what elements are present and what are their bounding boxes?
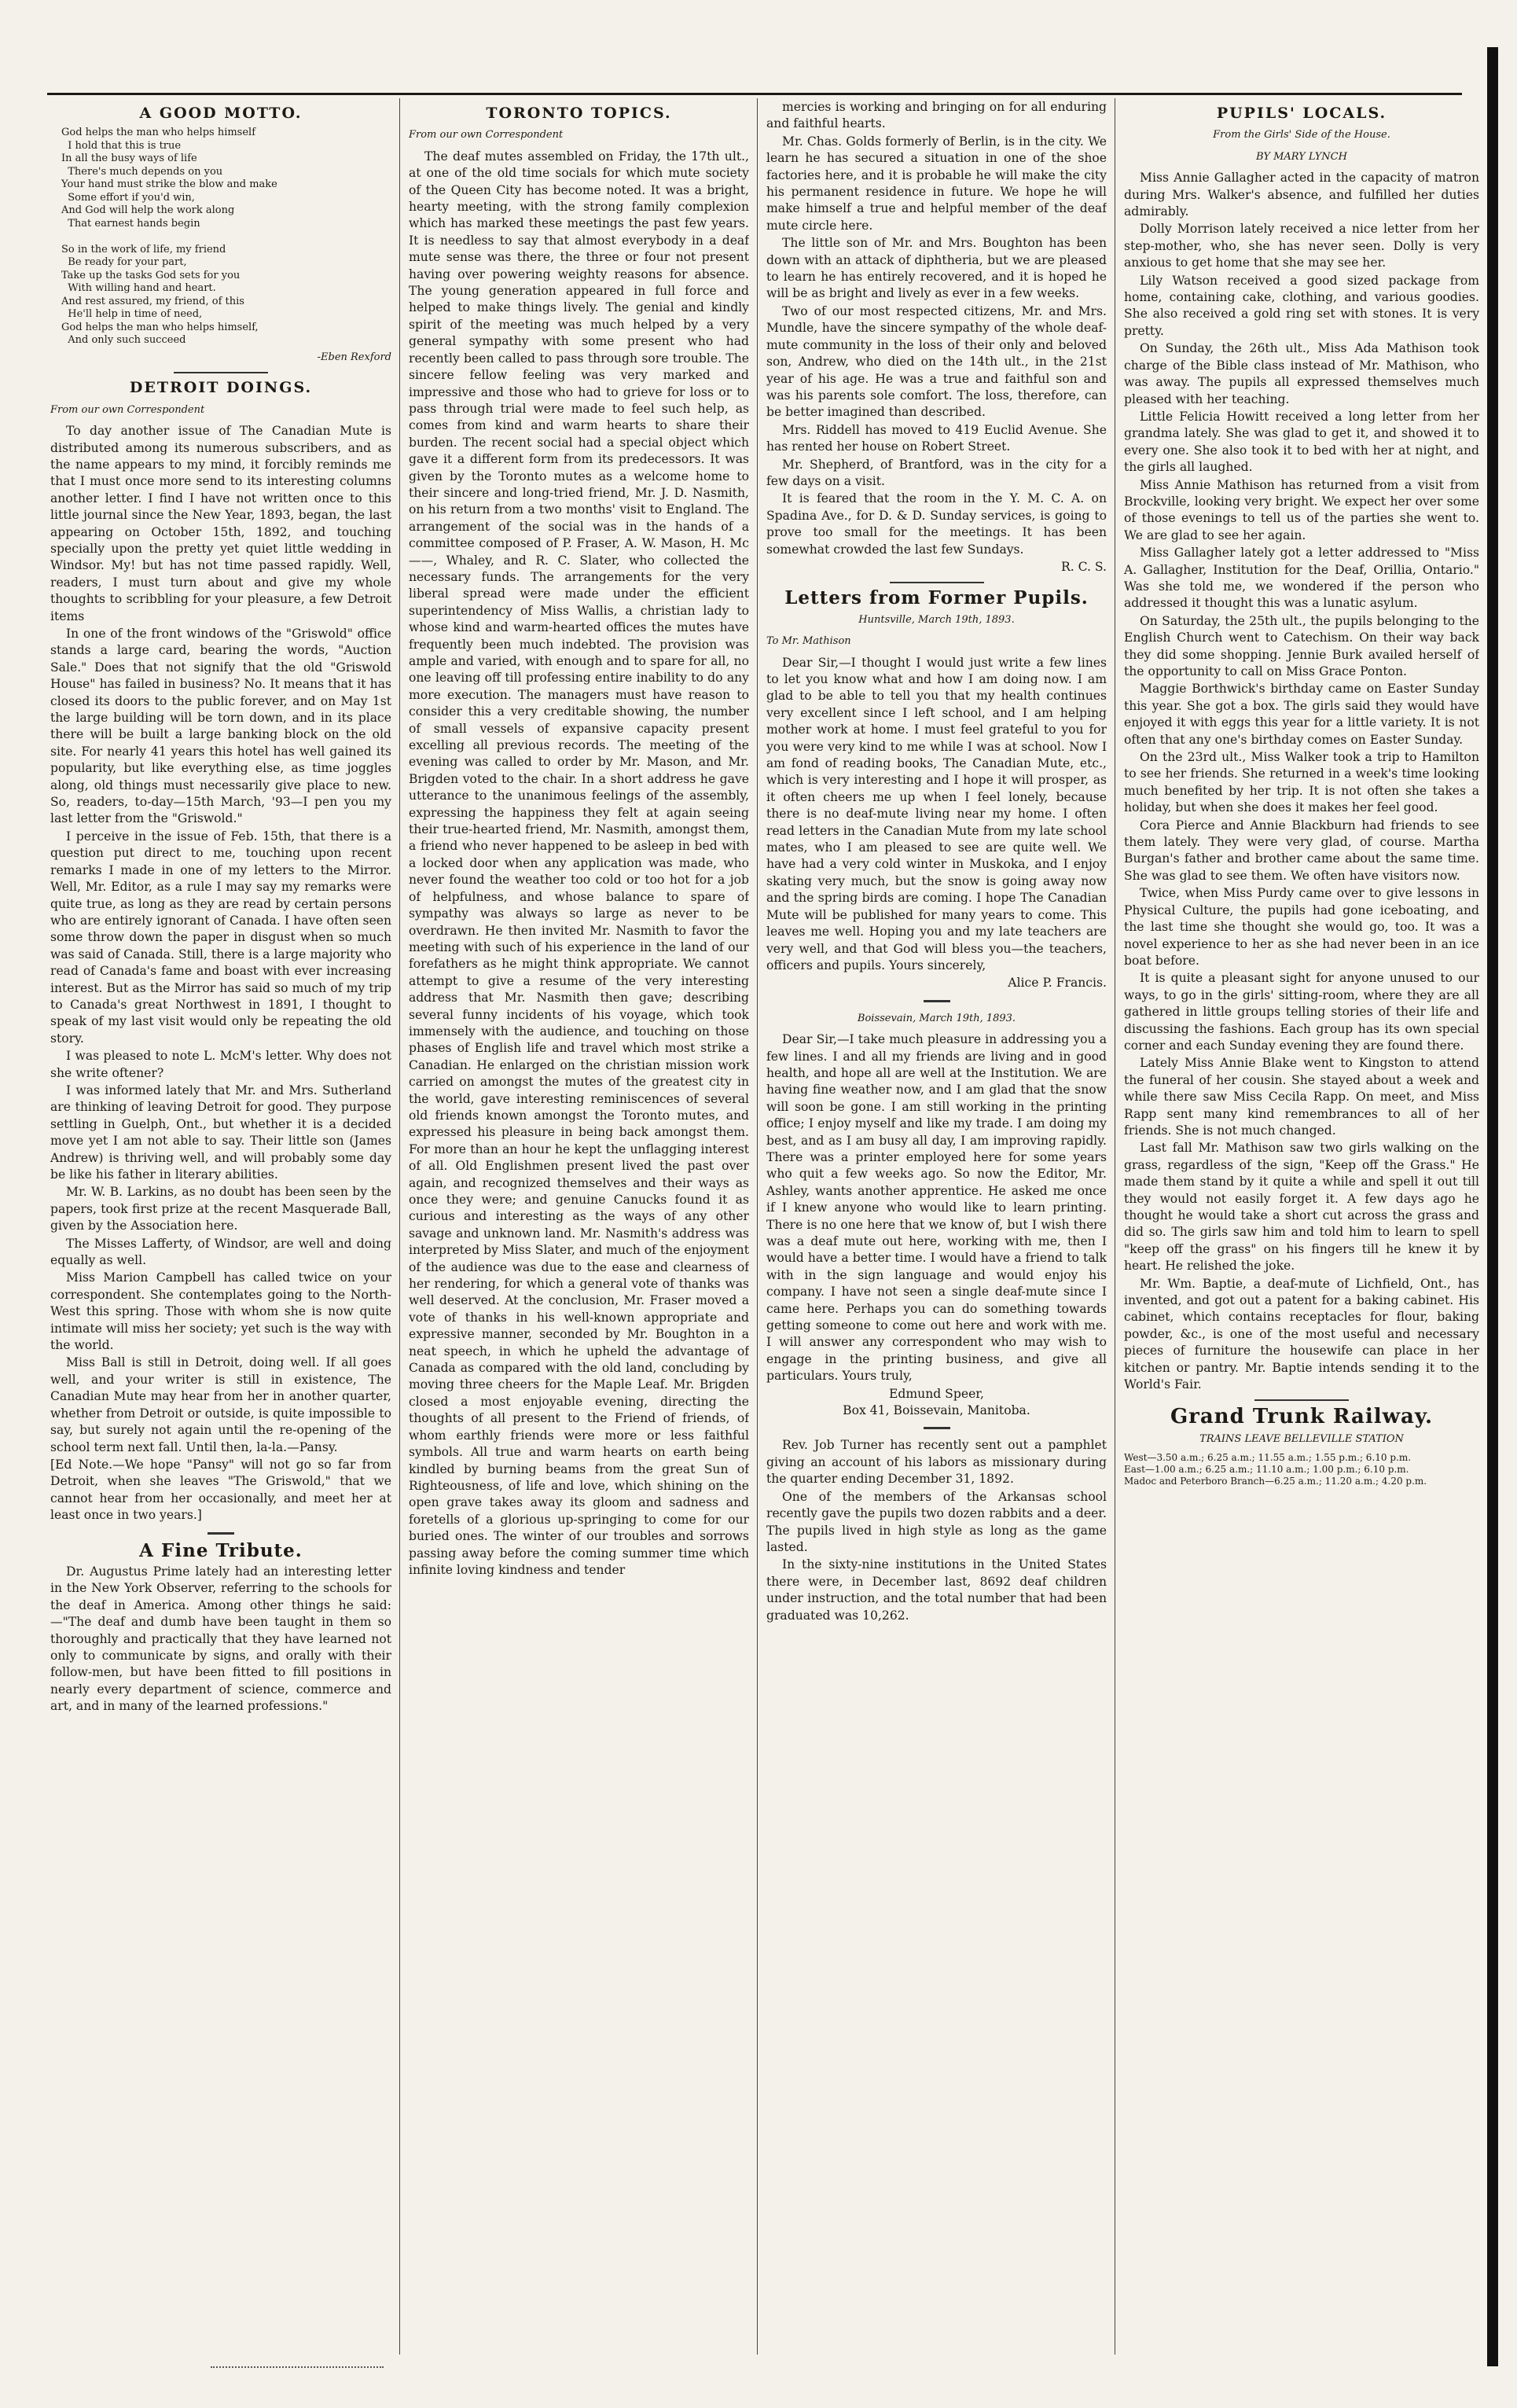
local-item: Maggie Borthwick's birthday came on Easter Sunday this year. She got a box. The girls said they would have enjoyed it with eggs this year for a little variety. It is not often that any one's birthday comes on Easter Sunday. xyxy=(1124,682,1479,747)
poem-line: With willing hand and heart. xyxy=(61,282,216,295)
article-paragraph: The little son of Mr. and Mrs. Boughton has been down with an attack of diphtheria, but we are pleased to learn he has entirely recovered, and it is hoped he will be as bright and lively as ever in a few weeks. xyxy=(766,236,1107,301)
toronto-article-continued xyxy=(766,99,1107,558)
poem-line: And only such succeed xyxy=(61,334,186,347)
motto-poem xyxy=(50,127,391,347)
article-paragraph: mercies is working and bringing on for all enduring and faithful hearts. xyxy=(766,100,1107,131)
locals-article xyxy=(1124,170,1479,1393)
section-divider xyxy=(924,1000,950,1002)
poem-line: God helps the man who helps himself, xyxy=(61,321,259,333)
local-item: It is quite a pleasant sight for anyone unused to our ways, to go in the girls' sitting-room, where they are all gathered in little groups telling stories of their life and discussing the fashions. Each group has its own special corner and each Sunday evening they are found there. xyxy=(1124,971,1479,1053)
local-item: Dolly Morrison lately received a nice letter from her step-mother, who, she has never seen. Dolly is very anxious to get home that she may see her. xyxy=(1124,222,1479,270)
column-divider xyxy=(757,98,758,2355)
detroit-article xyxy=(50,423,391,1456)
local-item: Miss Annie Mathison has returned from a visit from Brockville, looking very bright. We expect her over some of those evenings to tell us of the parties she went to. We are glad to see her again. xyxy=(1124,477,1479,542)
letters-heading: Letters from Former Pupils. xyxy=(784,587,1089,609)
tribute-heading: A Fine Tribute. xyxy=(139,1539,303,1561)
letter-address: Box 41, Boissevain, Manitoba. xyxy=(843,1403,1030,1418)
local-item: Miss Gallagher lately got a letter addressed to "Miss A. Gallagher, Institution for the Deaf, Orillia, Ontario." Was she told me, we wondered if the person who addressed it thought this was a lunatic asylum. xyxy=(1124,546,1479,611)
top-rule xyxy=(47,93,1462,95)
column-divider xyxy=(399,98,400,2355)
letter-signature: Alice P. Francis. xyxy=(1008,976,1107,991)
tribute-paragraph: Dr. Augustus Prime lately had an interesting letter in the New York Observer, referring to the schools for the deaf in America. Among other things he said:—"The deaf and dumb have been taught in them so thoroughly and practically that they have learned not only to communicate by signs, and orally with their follow-men, but have been fitted to fill positions in nearly every department of science, commerce and art, and in many of the learned professions." xyxy=(50,1564,391,1714)
letter-body: Dear Sir,—I thought I would just write a few lines to let you know what and how I am doing now. I am glad to be able to tell you that my health continues very excellent since I left school, and I am helping mother work at home. I must feel grateful to you for you were very kind to me while I was at school. Now I am fond of reading books, The Canadian Mute, etc., which is very interesting and I hope it will prosper, as it often cheers me up when I feel lonely, because there is no deaf-mute living near my home. I often read letters in the Canadian Mute from my late school mates, who I am pleased to see are quite well. We have had a very cold winter in Muskoka, and I enjoy skating very much, but the snow is going away now and the spring birds are coming. I hope The Canadian Mute will be published for many years to come. This leaves me well. Hoping you and my late teachers are very well, and that God will bless you—the teachers, officers and pupils. Yours sincerely, xyxy=(766,655,1107,972)
locals-subheading: From the Girls' Side of the House. xyxy=(1213,129,1390,142)
column-4 xyxy=(1124,99,1479,2355)
news-paragraph: One of the members of the Arkansas school recently gave the pupils two dozen rabbits and a deer. The pupils lived in high style as long as the game lasted. xyxy=(766,1489,1107,1554)
motto-heading: A GOOD MOTTO. xyxy=(139,105,303,122)
local-item: Little Felicia Howitt received a long letter from her grandma lately. She was glad to get it, and showed it to every one. She also took it to bed with her at night, and the girls all laughed. xyxy=(1124,409,1479,475)
section-divider xyxy=(924,1427,950,1429)
letter-body: Dear Sir,—I take much pleasure in addressing you a few lines. I and all my friends are living and in good health, and hope all are well at the Institution. We are having fine weather now, and I am glad that the snow will soon be gone. I am still working in the printing office; I enjoy myself and like my trade. I am doing my best, and as I am busy all day, I am improving rapidly. There was a printer employed here for some years who quit a few weeks ago. So now the Editor, Mr. Ashley, wants another apprentice. He asked me once if I knew anyone who would like to learn printing. There is no one here that we know of, but I wish there was a deaf mute out here, working with me, then I would have a better time. I would have a friend to talk with in the sign language and would enjoy his company. I have not seen a single deaf-mute since I came here. Perhaps you can do something towards getting someone to come out here and work with me. I will answer any correspondent who may wish to engage in the printing business, and give all particulars. Yours truly, xyxy=(766,1032,1107,1384)
page-edge-shadow xyxy=(1487,47,1498,2366)
toronto-heading: TORONTO TOPICS. xyxy=(486,105,672,122)
poem-line: And rest assured, my friend, of this xyxy=(61,295,244,307)
article-paragraph: I perceive in the issue of Feb. 15th, that there is a question put direct to me, touching upon recent remarks I made in one of my letters to the Mirror. Well, Mr. Editor, as a rule I may say my remarks were quite true, as long as they are read by certain persons who are entirely ignorant of Canada. I have often seen some throw down the paper in disgust when so much was said of Canada. Still, there is a large majority who read of Canada's fame and boast with ever increasing interest. But as the Mirror has said so much of my trip to Canada's great Northwest in 1891, I thought to speak of my last visit would only be repeating the old story. xyxy=(50,829,391,1046)
local-item: On the 23rd ult., Miss Walker took a trip to Hamilton to see her friends. She returned in a week's time looking much benefited by her trip. It is not often she takes a holiday, but when she does it makes her feel good. xyxy=(1124,750,1479,815)
article-paragraph: The deaf mutes assembled on Friday, the 17th ult., at one of the old time socials for which mute society of the Queen City has become noted. It was a bright, hearty meeting, with the strong family complexion which has marked these meetings the past few years. It is needless to say that almost everybody in a deaf mute sense was there, the three or four not present having over powering weighty reasons for absence. The young generation appeared in full force and helped to make things lively. The genial and kindly spirit of the meeting was much helped by a very general sympathy with some present who had recently been called to pass through sore trouble. The sincere fellow feeling was very marked and impressive and those who had to grieve for loss or to pass through trial were made to feel such help, as comes from kind and warm hearts to share their burden. The recent social had a special object which gave it a different form from its predecessors. It was given by the Toronto mutes as a welcome home to their sincere and long-tried friend, Mr. J. D. Nasmith, on his return from a two months' visit to England. The arrangement of the social was in the hands of a committee composed of P. Fraser, A. W. Mason, H. Mc——, Whaley, and R. C. Slater, who collected the necessary funds. The arrangements for the very liberal spread were made under the efficient superintendency of Miss Wallis, a christian lady to whose kind and warm-hearted offices the mutes have frequently been much indebted. The provision was ample and varied, with enough and to spare for all, no one leaving off till professing entire inability to do any more execution. The managers must have reason to consider this a very creditable showing, the number of small vessels of expansive capacity present excelling all previous records. The meeting of the evening was called to order by Mr. Mason, and Mr. Brigden voted to the chair. In a short address he gave utterance to the unanimous feelings of the assembly, expressing the happiness they felt at again seeing their true-hearted friend, Mr. Nasmith, amongst them, a friend who never happened to be asleep in bed with a locked door when any application was made, who never found the weather too cold or too hot for a job of helpfulness, and whose balance to spare of sympathy was always so large as never to be overdrawn. He then invited Mr. Nasmith to favor the meeting with such of his experience in the land of our forefathers as he might think appropriate. We cannot attempt to give a resume of the very interesting address that Mr. Nasmith then gave; describing several funny incidents of his voyage, which took immensely with the audience, and touching on those phases of English life and travel which most strike a Canadian. He enlarged on the christian mission work carried on amongst the mutes of the greatest city in the world, gave interesting reminiscences of several old friends known amongst the Toronto mutes, and expressed his pleasure in being back amongst them. For more than an hour he kept the unflagging interest of all. Old Englishmen present lived the past over again, and recognized themselves and their ways as once they were; and genuine Canucks found it as curious and interesting as the ways of any other savage and unknown land. Mr. Nasmith's address was interpreted by Miss Slater, and much of the enjoyment of the audience was due to the ease and clearness of her rendering, for which a general vote of thanks was well deserved. At the conclusion, Mr. Fraser moved a vote of thanks in his well-known appropriate and expressive manner, seconded by Mr. Boughton in a neat speech, in which he upheld the advantage of Canada as compared with the old land, concluding by moving three cheers for the Maple Leaf. Mr. Brigden closed a most enjoyable evening, directing the thoughts of all present to the Friend of friends, of whom earthly friends were more or less faithful symbols. All true and warm hearts on earth being kindled by burning beams from the great Sun of Righteousness, of life and love, which shining on the open grave takes away its gloom and sadness and foretells of a glorious up-springing to come for our buried ones. The winter of our troubles and sorrows passing away before the coming summer time which infinite loving kindness and tender xyxy=(409,149,749,1577)
local-item: Cora Pierce and Annie Blackburn had friends to see them lately. They were very glad, of course. Martha Burgan's father and brother came about the same time. She was glad to see them. We often have visitors now. xyxy=(1124,818,1479,883)
railway-heading: Grand Trunk Railway. xyxy=(1170,1405,1434,1429)
signature: R. C. S. xyxy=(1060,559,1107,574)
poem-line: In all the busy ways of life xyxy=(61,153,197,165)
local-item: Last fall Mr. Mathison saw two girls walking on the grass, regardless of the sign, "Keep off the Grass." He made them stand by it quite a while and spell it out till they would not easily forget it. A few days ago he thought he would take a short cut across the grass and did so. The girls saw him and told him to learn to spell "keep off the grass" on his fingers till he knew it by heart. He relished the joke. xyxy=(1124,1141,1479,1274)
article-paragraph: It is feared that the room in the Y. M. C. A. on Spadina Ave., for D. & D. Sunday services, is going to prove too small for the meetings. It has been somewhat crowded the last few Sundays. xyxy=(766,491,1107,557)
article-paragraph: I was informed lately that Mr. and Mrs. Sutherland are thinking of leaving Detroit for good. They purpose settling in Guelph, Ont., but whether it is a decided move yet I am not able to say. Their little son (James Andrew) is thriving well, and will probably some day be like his father in literary abilities. xyxy=(50,1083,391,1182)
letter-dateline: Boissevain, March 19th, 1893. xyxy=(857,1012,1016,1024)
train-schedule-line: East—1.00 a.m.; 6.25 a.m.; 11.10 a.m.; 1.00 p.m.; 6.10 p.m. xyxy=(1124,1464,1409,1476)
article-paragraph: Mr. Chas. Golds formerly of Berlin, is in the city. We learn he has secured a situation in one of the shoe factories here, and it is probable he will make the city his permanent residence in future. We hope he will make himself a true and helpful member of the deaf mute circle here. xyxy=(766,134,1107,233)
article-paragraph: In one of the front windows of the "Griswold" office stands a large card, bearing the words, "Auction Sale." Does that not signify that the old "Griswold House" has failed in business? No. It means that it has closed its doors to the public forever, and on May 1st the large building will be torn down, and in its place there will be built a large banking block on the old site. For nearly 41 years this hotel has well gained its popularity, but like everything else, as time joggles along, old things must necessarily give place to new. So, readers, to-day—15th March, '93—I pen you my last letter from the "Griswold." xyxy=(50,627,391,826)
article-paragraph: To day another issue of The Canadian Mute is distributed among its numerous subscribers, and as the name appears to my mind, it forcibly reminds me that I must once more send to its interesting columns another letter. I find I have not written once to this little journal since the New Year, 1893, began, the last appearing on October 15th, 1892, and touching specially upon the pretty yet quiet little wedding in Windsor. My! but has not time passed rapidly. Well, readers, I must turn about and give my whole thoughts to scribbling for your pleasure, a few Detroit items xyxy=(50,424,391,623)
detroit-heading: DETROIT DOINGS. xyxy=(129,379,313,397)
poem-line: Take up the tasks God sets for you xyxy=(61,269,241,281)
section-divider xyxy=(890,582,984,583)
article-paragraph: Two of our most respected citizens, Mr. and Mrs. Mundle, have the sincere sympathy of the whole deaf-mute community in the loss of their only and beloved son, Andrew, who died on the 14th ult., in the 21st year of his age. He was a true and faithful son and was his parents sole comfort. The loss, therefore, can be better imagined than described. xyxy=(766,303,1107,420)
letter-signature: Edmund Speer, xyxy=(889,1386,984,1401)
local-item: Twice, when Miss Purdy came over to give lessons in Physical Culture, the pupils had gone iceboating, and the last time she thought she would go, too. It was a novel experience to her as she had never been in an ice boat before. xyxy=(1124,886,1479,968)
poem-line: Be ready for your part, xyxy=(61,256,187,269)
column-3 xyxy=(766,99,1107,2355)
local-item: Lately Miss Annie Blake went to Kingston to attend the funeral of her cousin. She stayed about a week and while there saw Miss Cecila Rapp. On meet, and Miss Rapp sent many kind remembrances to all of her friends. She is not much changed. xyxy=(1124,1056,1479,1138)
section-divider xyxy=(1254,1399,1349,1401)
poem-line: God helps the man who helps himself xyxy=(61,127,256,139)
locals-heading: PUPILS' LOCALS. xyxy=(1216,105,1387,122)
poem-author: -Eben Rexford xyxy=(317,351,391,363)
section-divider xyxy=(208,1532,234,1535)
poem-line: That earnest hands begin xyxy=(61,217,200,230)
letter-dateline: Huntsville, March 19th, 1893. xyxy=(858,613,1015,626)
printer-mark xyxy=(211,2358,384,2368)
local-item: Miss Annie Gallagher acted in the capacity of matron during Mrs. Walker's absence, and fulfilled her duties admirably. xyxy=(1124,171,1479,219)
article-paragraph: Mr. W. B. Larkins, as no doubt has been seen by the papers, took first prize at the recent Masquerade Ball, given by the Association here. xyxy=(50,1185,391,1233)
article-paragraph: Mrs. Riddell has moved to 419 Euclid Avenue. She has rented her house on Robert Street. xyxy=(766,422,1107,454)
article-paragraph: Miss Marion Campbell has called twice on your correspondent. She contemplates going to the North-West this spring. Those with whom she is now quite intimate will miss her society; yet such is the way with the world. xyxy=(50,1270,391,1353)
article-paragraph: Miss Ball is still in Detroit, doing well. If all goes well, and your writer is still in existence, The Canadian Mute may hear from her in another quarter, whether from Detroit or outside, is quite impossible to say, but surely not again until the re-opening of the school term next fall. Until then, la-la.—Pansy. xyxy=(50,1355,391,1454)
editor-note: [Ed Note.—We hope "Pansy" will not go so far from Detroit, when she leaves "The Griswold," that we cannot hear from her occasionally, and meet her at least once in two years.] xyxy=(50,1457,391,1523)
local-item: Mr. Wm. Baptie, a deaf-mute of Lichfield, Ont., has invented, and got out a patent for a baking cabinet. His cabinet, which contains receptacles for flour, baking powder, &c., is one of the most useful and necessary pieces of furniture the housewife can place in her kitchen or pantry. Mr. Baptie intends sending it to the World's Fair. xyxy=(1124,1276,1479,1392)
railway-timetable xyxy=(1124,1452,1479,1487)
railway-subheading: TRAINS LEAVE BELLEVILLE STATION xyxy=(1199,1432,1404,1445)
train-schedule-line: West—3.50 a.m.; 6.25 a.m.; 11.55 a.m.; 1.55 p.m.; 6.10 p.m. xyxy=(1124,1452,1412,1464)
news-paragraph: Rev. Job Turner has recently sent out a pamphlet giving an account of his labors as missionary during the quarter ending December 31, 1892. xyxy=(766,1438,1107,1487)
local-item: On Saturday, the 25th ult., the pupils belonging to the English Church went to Catechism. On their way back they did some shopping. Jennie Burk availed herself of the opportunity to call on Miss Grace Ponton. xyxy=(1124,613,1479,678)
poem-line: There's much depends on you xyxy=(61,165,223,178)
toronto-article xyxy=(409,149,749,1579)
locals-byline: BY MARY LYNCH xyxy=(1256,150,1347,163)
train-schedule-line: Madoc and Peterboro Branch—6.25 a.m.; 11.20 a.m.; 4.20 p.m. xyxy=(1124,1476,1427,1487)
local-item: Lily Watson received a good sized package from home, containing cake, clothing, and various goodies. She also received a gold ring set with stones. It is very pretty. xyxy=(1124,273,1479,338)
local-item: On Sunday, the 26th ult., Miss Ada Mathison took charge of the Bible class instead of Mr. Mathison, who was away. The pupils all expressed themselves much pleased with her teaching. xyxy=(1124,341,1479,406)
toronto-subheading: From our own Correspondent xyxy=(409,129,564,142)
poem-line: And God will help the work along xyxy=(61,204,235,217)
news-paragraph: In the sixty-nine institutions in the United States there were, in December last, 8692 deaf children under instruction, and the total number that had been graduated was 10,262. xyxy=(766,1557,1107,1623)
poem-line: Some effort if you'd win, xyxy=(61,191,195,204)
letter-addressee: To Mr. Mathison xyxy=(766,635,851,648)
poem-line: I hold that this is true xyxy=(61,139,182,152)
column-1 xyxy=(50,99,391,2355)
news-briefs xyxy=(766,1437,1107,1623)
poem-line: He'll help in time of need, xyxy=(61,308,203,321)
article-paragraph: The Misses Lafferty, of Windsor, are well and doing equally as well. xyxy=(50,1236,391,1268)
section-divider xyxy=(174,372,268,373)
poem-line: So in the work of life, my friend xyxy=(61,243,226,256)
poem-line xyxy=(61,230,391,244)
article-paragraph: I was pleased to note L. McM's letter. Why does not she write oftener? xyxy=(50,1049,391,1080)
detroit-subheading: From our own Correspondent xyxy=(50,403,205,416)
column-2 xyxy=(409,99,749,2355)
poem-line: Your hand must strike the blow and make xyxy=(61,178,277,191)
article-paragraph: Mr. Shepherd, of Brantford, was in the city for a few days on a visit. xyxy=(766,457,1107,488)
